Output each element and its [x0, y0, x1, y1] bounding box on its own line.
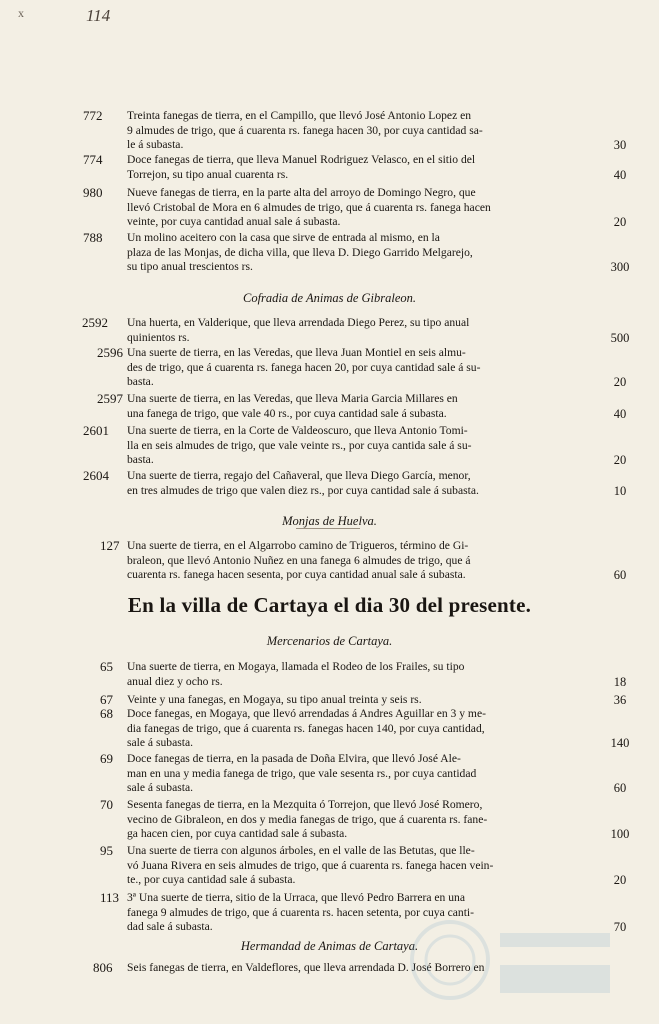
- heading-hermandad: Hermandad de Animas de Cartaya.: [240, 939, 419, 953]
- entry-number: 2596: [97, 345, 123, 360]
- entry-text-line: anual diez y ocho rs.: [127, 674, 223, 688]
- entry-text: [127, 153, 582, 182]
- entry-amount: 500: [610, 330, 630, 345]
- entry-number: 113: [100, 890, 120, 905]
- entry-number: 806: [93, 960, 113, 975]
- entry-amount: 70: [613, 920, 627, 935]
- entry-text-line: en tres almudes de trigo que valen diez rs., por cuya cantidad sale á subasta.: [127, 483, 479, 497]
- entry-amount: 18: [613, 674, 627, 689]
- entry-text-line: Una suerte de tierra, en las Veredas, que lleva Maria Garcia Millares en: [127, 392, 458, 405]
- entry-text-line: su tipo anual trescientos rs.: [127, 260, 253, 274]
- entry-text-line: Una suerte de tierra con algunos árboles, en el valle de las Betutas, que lle-: [127, 844, 475, 857]
- entry-amount: 40: [613, 406, 627, 421]
- entry-number: 980: [83, 185, 103, 200]
- entry-text: [127, 707, 582, 751]
- entry-text-line: Seis fanegas de tierra, en Valdeflores, que lleva arrendada D. José Borrero en: [127, 961, 485, 974]
- entry-number: 788: [83, 230, 103, 245]
- entry-number: 70: [100, 797, 113, 812]
- entry-text-line: 3ª Una suerte de tierra, sitio de la Urraca, que llevó Pedro Barrera en una: [127, 891, 465, 904]
- entry-text: [127, 539, 582, 583]
- section-title: En la villa de Cartaya el dia 30 del presente.: [127, 593, 532, 617]
- entry-text-line: sale á subasta.: [127, 781, 193, 795]
- watermark-seal: [410, 905, 620, 1015]
- entry-text-line: plaza de las Monjas, de dicha villa, que lleva D. Diego Garrido Melgarejo,: [127, 245, 473, 259]
- entry-amount: 10: [613, 483, 627, 498]
- entry-text-line: Una suerte de tierra, regajo del Cañaveral, que lleva Diego García, menor,: [127, 469, 471, 482]
- entry-text-line: Una suerte de tierra, en Mogaya, llamada el Rodeo de los Frailes, su tipo: [127, 660, 465, 673]
- entry-number: 772: [83, 108, 103, 123]
- entry-text-line: man en una y media fanega de trigo, que vale sesenta rs., por cuya cantidad: [127, 766, 477, 780]
- heading-mercenarios: Mercenarios de Cartaya.: [266, 634, 393, 648]
- entry-number: 68: [100, 706, 113, 721]
- entry-text: [127, 693, 582, 708]
- entry-text-line: le á subasta.: [127, 138, 184, 152]
- entry-number: 2601: [83, 423, 109, 438]
- entry-amount: 300: [610, 260, 630, 275]
- entry-number: 67: [100, 692, 113, 707]
- entry-amount: 140: [610, 736, 630, 751]
- entry-text: [127, 109, 582, 153]
- entry-text-line: Torrejon, su tipo anual cuarenta rs.: [127, 167, 289, 181]
- entry-amount: 40: [613, 167, 627, 182]
- entry-text-line: Una suerte de tierra, en la Corte de Valdeoscuro, que lleva Antonio Tomi-: [127, 424, 468, 437]
- entry-text-line: Una suerte de tierra, en las Veredas, que lleva Juan Montiel en seis almu-: [127, 346, 466, 359]
- entry-number: 2592: [82, 315, 108, 330]
- entry-text-line: llevó Cristobal de Mora en 6 almudes de trigo, que á cuarenta rs. fanega hacen: [127, 200, 491, 214]
- entry-text-line: lla en seis almudes de trigo, que vale veinte rs., por cuya cantida sale á su-: [127, 438, 472, 452]
- entry-text-line: basta.: [127, 453, 154, 467]
- entry-text-line: vó Juana Rivera en seis almudes de trigo, que á cuarenta rs. fanega hacen vein-: [127, 858, 494, 872]
- entry-amount: 36: [613, 693, 627, 707]
- entry-number: 69: [100, 751, 113, 766]
- entry-text-line: Nueve fanegas de tierra, en la parte alta del arroyo de Domingo Negro, que: [127, 186, 476, 199]
- entry-text-line: Sesenta fanegas de tierra, en la Mezquita ó Torrejon, que llevó José Romero,: [127, 798, 483, 811]
- entry-number: 2597: [97, 391, 123, 406]
- heading-monjas: Monjas de Huelva.: [282, 514, 377, 528]
- entry-text: [127, 844, 582, 888]
- rule-divider: [296, 528, 360, 529]
- entry-text-line: vecino de Gibraleon, en dos y media fanegas de trigo, que á cuarenta rs. fane-: [127, 812, 488, 826]
- entry-text: [127, 469, 582, 498]
- entry-text-line: basta.: [127, 375, 154, 389]
- corner-mark: x: [18, 6, 24, 20]
- entry-text-line: Una suerte de tierra, en el Algarrobo camino de Trigueros, término de Gi-: [127, 539, 469, 552]
- entry-text-line: quinientos rs.: [127, 330, 190, 344]
- entry-text-line: 9 almudes de trigo, que á cuarenta rs. fanega hacen 30, por cuya cantidad sa-: [127, 123, 483, 137]
- entry-amount: 60: [613, 568, 627, 583]
- entry-text: [127, 346, 582, 390]
- entry-text: [127, 392, 582, 421]
- entry-text-line: Veinte y una fanegas, en Mogaya, su tipo anual treinta y seis rs.: [127, 693, 422, 706]
- entry-text-line: ga hacen cien, por cuya cantidad sale á subasta.: [127, 827, 348, 841]
- entry-text-line: des de trigo, que á cuarenta rs. fanega hacen 20, por cuya cantidad sale á su-: [127, 360, 481, 374]
- entry-text-line: Un molino aceitero con la casa que sirve de entrada al mismo, en la: [127, 231, 440, 244]
- entry-amount: 60: [613, 781, 627, 796]
- entry-text: [127, 231, 582, 275]
- entry-text: [127, 316, 582, 345]
- entry-text-line: dad sale á subasta.: [127, 920, 213, 934]
- entry-text-line: una fanega de trigo, que vale 40 rs., por cuya cantidad sale á subasta.: [127, 406, 447, 420]
- entry-text: [127, 752, 582, 796]
- entry-amount: 20: [613, 453, 627, 468]
- entry-number: 774: [83, 152, 103, 167]
- entry-amount: 30: [613, 138, 627, 153]
- entry-text: [127, 186, 582, 230]
- entry-amount: 20: [613, 215, 627, 230]
- entry-text-line: veinte, por cuya cantidad anual sale á subasta.: [127, 215, 341, 229]
- entry-text: [127, 424, 582, 468]
- folio-number: 114: [86, 6, 111, 25]
- entry-text: [127, 798, 582, 842]
- entry-number: 65: [100, 659, 113, 674]
- entry-text-line: fanega 9 almudes de trigo, que á cuarenta rs. hacen setenta, por cuya canti-: [127, 905, 475, 919]
- entry-number: 95: [100, 843, 113, 858]
- entry-number: 127: [100, 538, 120, 553]
- entry-text-line: Doce fanegas de tierra, en la pasada de Doña Elvira, que llevó José Ale-: [127, 752, 461, 765]
- entry-text-line: Doce fanegas, en Mogaya, que llevó arrendadas á Andres Aguillar en 3 y me-: [127, 707, 486, 720]
- entry-text-line: braleon, que llevó Antonio Nuñez en una fanega 6 almudes de trigo, que á: [127, 553, 471, 567]
- entry-text-line: Treinta fanegas de tierra, en el Campillo, que llevó José Antonio Lopez en: [127, 109, 472, 122]
- entry-text-line: te., por cuya cantidad sale á subasta.: [127, 873, 296, 887]
- heading-cofradia: Cofradia de Animas de Gibraleon.: [242, 291, 417, 305]
- entry-text-line: Una huerta, en Valderique, que lleva arrendada Diego Perez, su tipo anual: [127, 316, 470, 329]
- entry-amount: 20: [613, 375, 627, 390]
- entry-amount: 100: [610, 827, 630, 842]
- entry-text-line: cuarenta rs. fanega hacen sesenta, por cuya cantidad anual sale á subasta.: [127, 568, 466, 582]
- entry-text-line: dia fanegas de trigo, que á cuarenta rs. fanegas hacen 140, por cuya cantidad,: [127, 721, 485, 735]
- entry-number: 2604: [83, 468, 109, 483]
- entry-text-line: sale á subasta.: [127, 736, 193, 750]
- entry-text: [127, 660, 582, 689]
- entry-text-line: Doce fanegas de tierra, que lleva Manuel Rodriguez Velasco, en el sitio del: [127, 153, 476, 166]
- entry-amount: 20: [613, 873, 627, 888]
